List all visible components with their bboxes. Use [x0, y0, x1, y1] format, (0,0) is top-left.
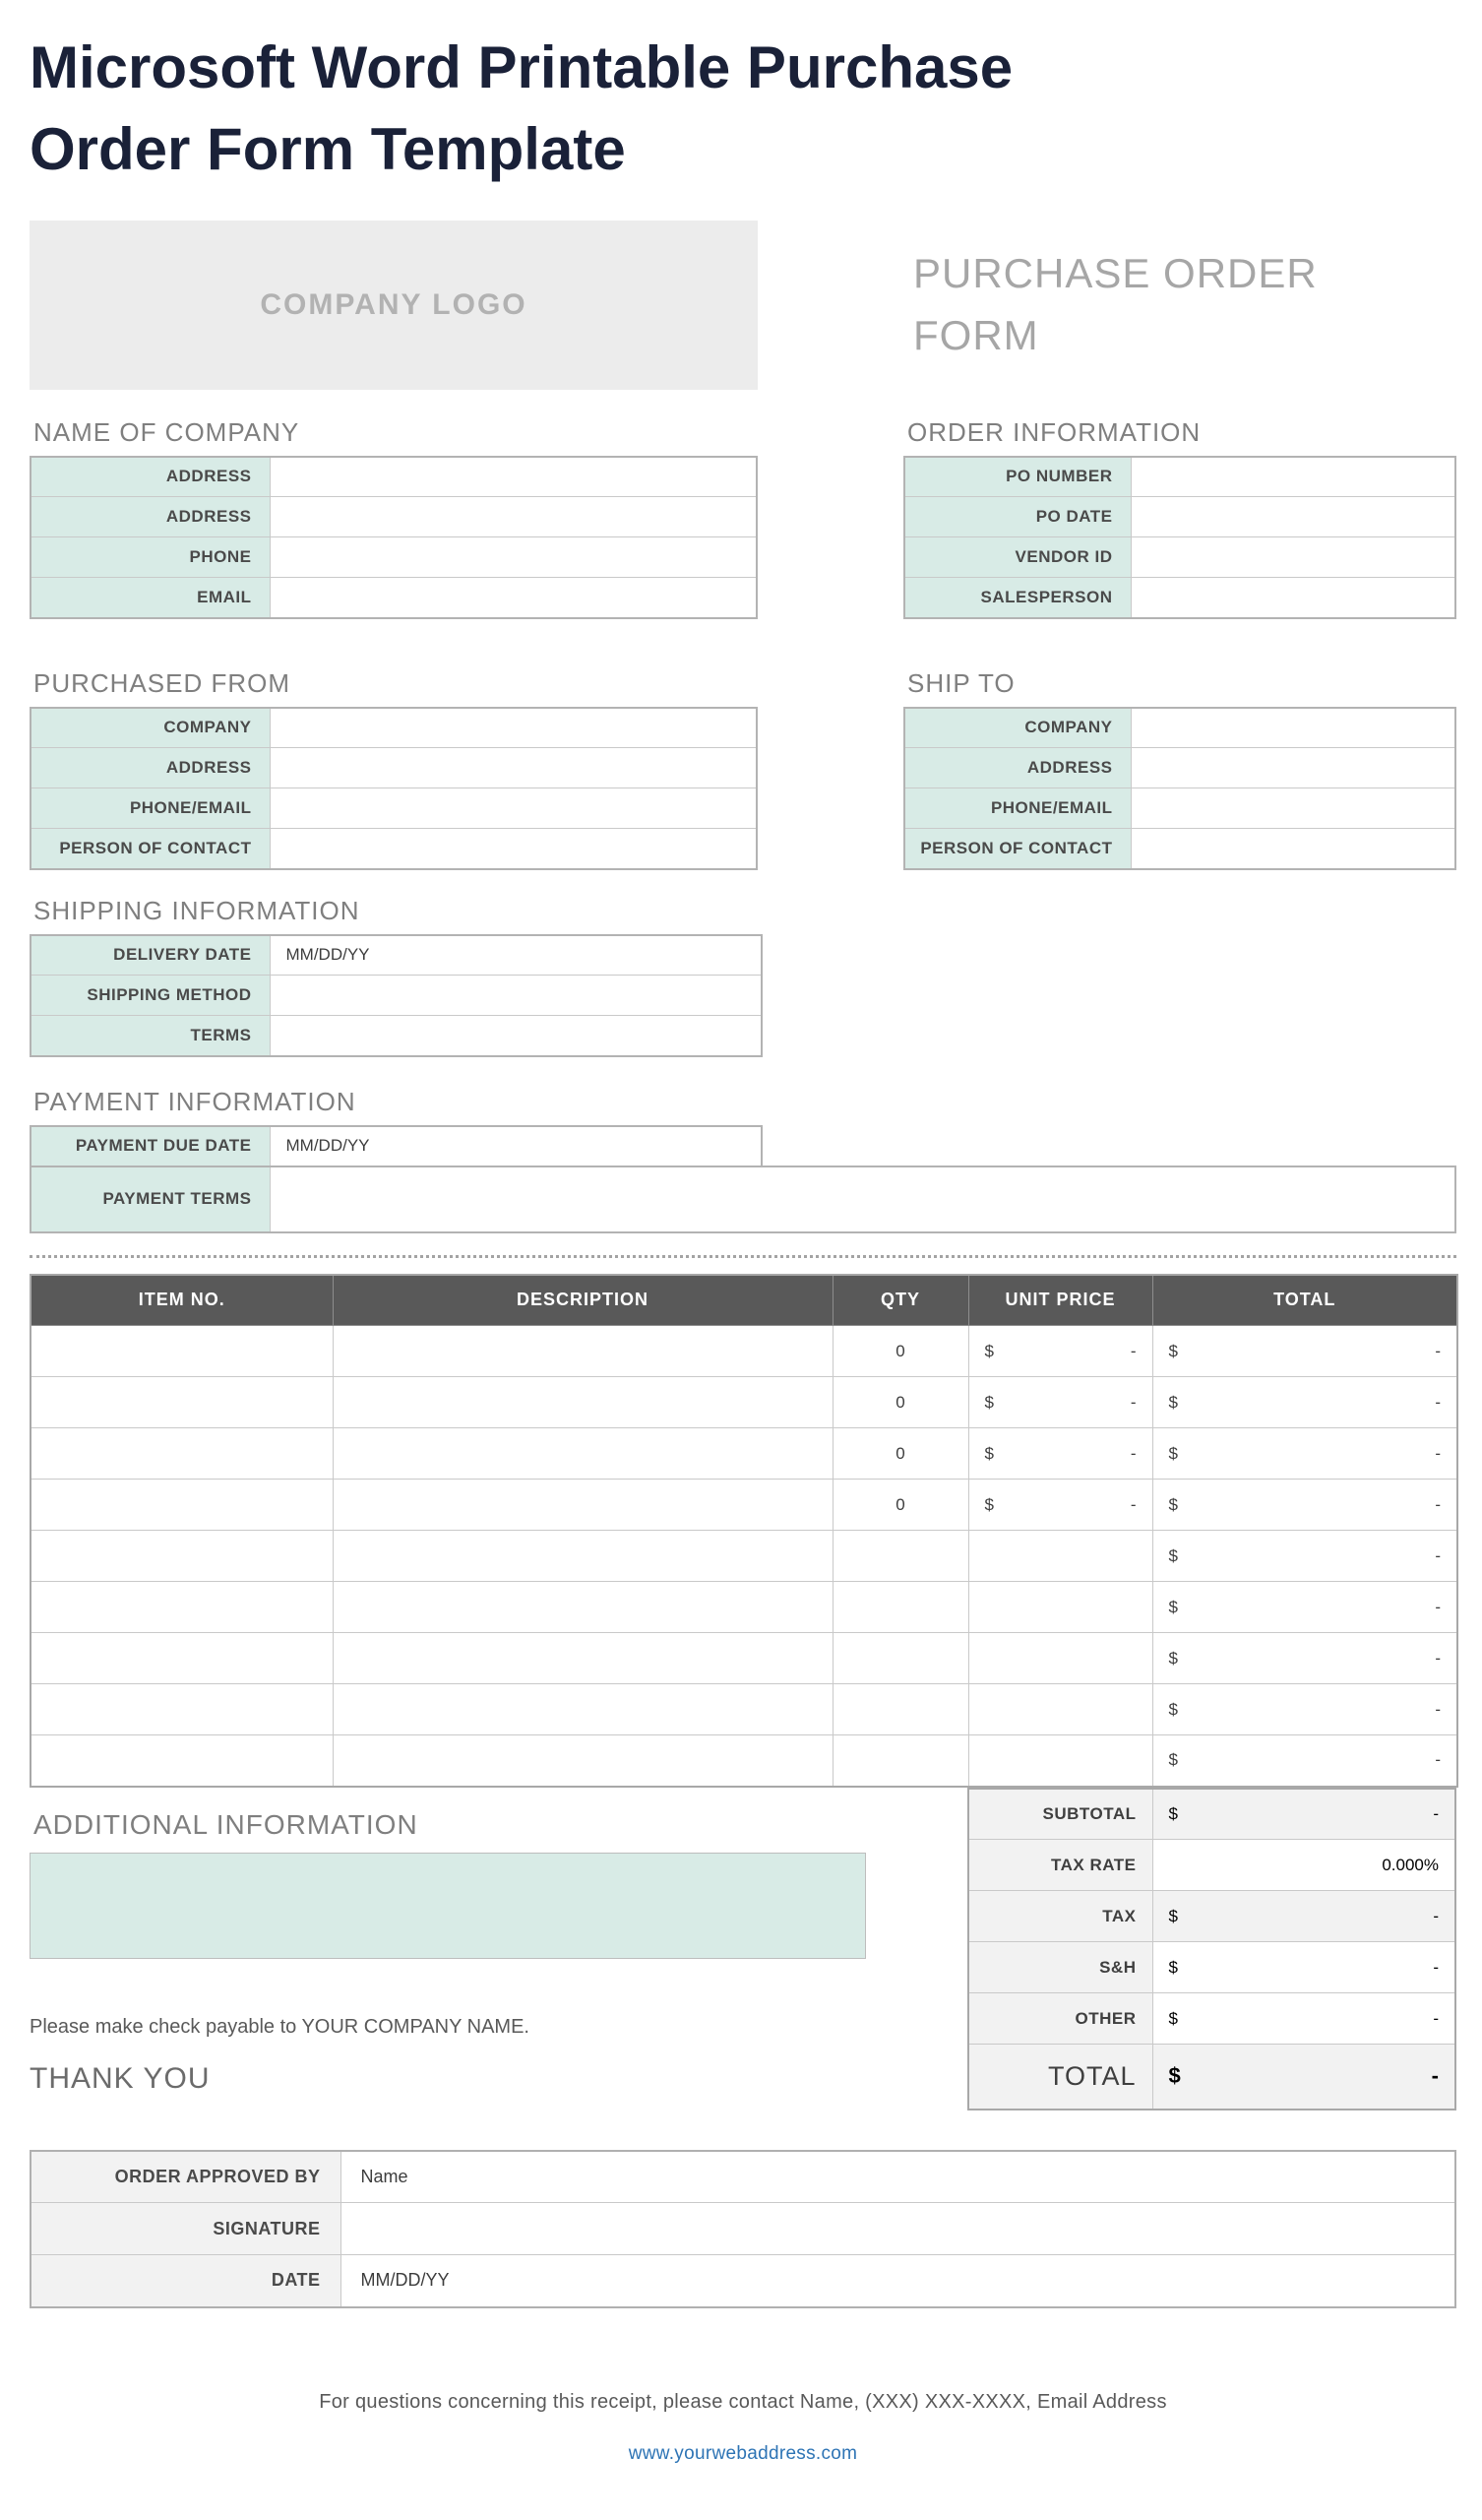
order-approved-by-label: ORDER APPROVED BY	[31, 2151, 340, 2203]
line-total-cell	[1152, 1531, 1457, 1582]
item-row	[31, 1735, 1457, 1787]
subtotal-label: SUBTOTAL	[968, 1789, 1152, 1840]
approval-table	[30, 2150, 1456, 2308]
qty-cell[interactable]	[833, 1684, 968, 1735]
payment-due-date-table	[30, 1125, 763, 1167]
item-no-cell[interactable]	[31, 1428, 333, 1480]
table-row	[31, 788, 757, 829]
ship-to-heading: SHIP TO	[907, 667, 1016, 698]
field-label: PHONE/EMAIL	[904, 788, 1131, 829]
other-value[interactable]	[1152, 1993, 1455, 2045]
table-row	[31, 1166, 1455, 1232]
table-row	[904, 578, 1455, 618]
unit-price-amount: -	[1130, 1443, 1137, 1463]
field-label: COMPANY	[904, 708, 1131, 748]
table-row	[904, 497, 1455, 537]
address1-field[interactable]	[270, 457, 757, 497]
phone-field[interactable]	[270, 537, 757, 578]
section-name-of-company	[30, 417, 758, 619]
unit-price-cell[interactable]	[968, 1684, 1152, 1735]
unit-price-cell[interactable]	[968, 1735, 1152, 1787]
check-payable-note: Please make check payable to YOUR COMPANY NAME.	[30, 2015, 529, 2038]
tax-value	[1152, 1891, 1455, 1942]
section-payment-information	[30, 1087, 1456, 1233]
delivery-date-field[interactable]: MM/DD/YY	[270, 935, 762, 976]
currency-symbol: $	[1168, 1341, 1178, 1360]
po-number-field[interactable]	[1131, 457, 1455, 497]
po-date-field[interactable]	[1131, 497, 1455, 537]
field-label: ADDRESS	[31, 457, 270, 497]
form-title-line2: FORM	[913, 311, 1039, 358]
description-cell[interactable]	[333, 1684, 833, 1735]
ship-to-table	[903, 707, 1456, 870]
order-information-heading: ORDER INFORMATION	[907, 416, 1202, 447]
items-table	[30, 1274, 1458, 1788]
terms-field[interactable]	[270, 1016, 762, 1056]
item-no-cell[interactable]	[31, 1735, 333, 1787]
item-no-cell[interactable]	[31, 1377, 333, 1428]
item-row	[31, 1531, 1457, 1582]
table-row	[31, 497, 757, 537]
section-shipping-information	[30, 896, 763, 1057]
unit-price-amount: -	[1130, 1341, 1137, 1360]
tax-rate-row	[968, 1840, 1455, 1891]
field-label: PERSON OF CONTACT	[904, 829, 1131, 869]
grand-total-row	[968, 2045, 1455, 2110]
table-row	[31, 578, 757, 618]
item-row	[31, 1633, 1457, 1684]
totals-table	[967, 1788, 1456, 2110]
qty-cell[interactable]: 0	[833, 1480, 968, 1531]
unit-price-cell[interactable]	[968, 1480, 1152, 1531]
line-total-amount: -	[1435, 1443, 1441, 1463]
line-total-cell	[1152, 1633, 1457, 1684]
table-row	[31, 2151, 1455, 2203]
item-row	[31, 1377, 1457, 1428]
section-order-information	[903, 417, 1456, 619]
footer-contact-line: For questions concerning this receipt, please contact Name, (XXX) XXX-XXXX, Email Address	[319, 2390, 1167, 2413]
subtotal-amount: -	[1433, 1803, 1439, 1823]
line-total-amount: -	[1435, 1494, 1441, 1514]
currency-symbol: $	[984, 1494, 994, 1514]
description-cell[interactable]	[333, 1735, 833, 1787]
currency-symbol: $	[984, 1392, 994, 1412]
currency-symbol: $	[1168, 1803, 1178, 1823]
item-row	[31, 1480, 1457, 1531]
line-total-amount: -	[1435, 1341, 1441, 1360]
name-of-company-table	[30, 456, 758, 619]
currency-symbol: $	[984, 1443, 994, 1463]
description-cell[interactable]	[333, 1377, 833, 1428]
vendor-id-field[interactable]	[1131, 537, 1455, 578]
grand-total-value	[1152, 2045, 1455, 2110]
line-total-amount: -	[1435, 1750, 1441, 1770]
unit-price-cell[interactable]	[968, 1428, 1152, 1480]
item-no-cell[interactable]	[31, 1480, 333, 1531]
line-total-amount: -	[1435, 1392, 1441, 1412]
sh-amount: -	[1433, 1957, 1439, 1977]
date-field[interactable]: MM/DD/YY	[340, 2255, 1455, 2307]
field-label: PHONE	[31, 537, 270, 578]
sh-value[interactable]	[1152, 1942, 1455, 1993]
line-total-amount: -	[1435, 1699, 1441, 1719]
tax-rate-label: TAX RATE	[968, 1840, 1152, 1891]
signature-label: SIGNATURE	[31, 2203, 340, 2255]
unit-price-amount: -	[1130, 1494, 1137, 1514]
table-row	[904, 537, 1455, 578]
qty-cell[interactable]: 0	[833, 1326, 968, 1377]
table-row	[904, 457, 1455, 497]
payment-information-heading: PAYMENT INFORMATION	[33, 1086, 356, 1116]
company-logo-text: COMPANY LOGO	[260, 287, 527, 321]
table-row	[31, 1126, 762, 1166]
shipping-information-table	[30, 934, 763, 1057]
items-header-row	[31, 1275, 1457, 1326]
field-label: PERSON OF CONTACT	[31, 829, 270, 869]
pf-company-field[interactable]	[270, 708, 757, 748]
section-row-2	[30, 668, 1456, 870]
table-row	[904, 829, 1455, 869]
st-phone-email-field[interactable]	[1131, 788, 1455, 829]
currency-symbol: $	[1168, 1648, 1178, 1668]
column-header-qty: QTY	[833, 1275, 968, 1326]
st-company-field[interactable]	[1131, 708, 1455, 748]
item-no-cell[interactable]	[31, 1326, 333, 1377]
table-row	[31, 1016, 762, 1056]
other-row	[968, 1993, 1455, 2045]
unit-price-cell[interactable]	[968, 1633, 1152, 1684]
field-label: TERMS	[31, 1016, 270, 1056]
unit-price-cell[interactable]	[968, 1531, 1152, 1582]
table-row	[31, 457, 757, 497]
unit-price-cell[interactable]	[968, 1377, 1152, 1428]
pf-address-field[interactable]	[270, 748, 757, 788]
table-row	[31, 2255, 1455, 2307]
subtotal-value	[1152, 1789, 1455, 1840]
field-label: ADDRESS	[904, 748, 1131, 788]
payment-terms-field[interactable]	[270, 1166, 1455, 1232]
subtotal-row	[968, 1789, 1455, 1840]
field-label: PAYMENT DUE DATE	[31, 1126, 270, 1166]
other-label: OTHER	[968, 1993, 1152, 2045]
tax-amount: -	[1433, 1906, 1439, 1925]
table-row	[31, 537, 757, 578]
unit-price-amount: -	[1130, 1392, 1137, 1412]
unit-price-cell[interactable]	[968, 1326, 1152, 1377]
footer-link-wrap	[30, 2443, 1456, 2465]
item-row	[31, 1684, 1457, 1735]
purchased-from-heading: PURCHASED FROM	[33, 667, 291, 698]
website-link[interactable]: www.yourwebaddress.com	[628, 2442, 858, 2464]
table-row	[31, 708, 757, 748]
pf-phone-email-field[interactable]	[270, 788, 757, 829]
payment-terms-table	[30, 1166, 1456, 1233]
item-no-cell[interactable]	[31, 1582, 333, 1633]
description-cell[interactable]	[333, 1633, 833, 1684]
name-of-company-heading: NAME OF COMPANY	[33, 416, 300, 447]
field-label: EMAIL	[31, 578, 270, 618]
payment-due-date-field[interactable]: MM/DD/YY	[270, 1126, 762, 1166]
section-ship-to	[903, 668, 1456, 870]
table-row	[904, 708, 1455, 748]
unit-price-cell[interactable]	[968, 1582, 1152, 1633]
date-label: DATE	[31, 2255, 340, 2307]
line-total-cell	[1152, 1480, 1457, 1531]
line-total-cell	[1152, 1735, 1457, 1787]
currency-symbol: $	[1168, 1494, 1178, 1514]
table-row	[31, 748, 757, 788]
salesperson-field[interactable]	[1131, 578, 1455, 618]
shipping-information-heading: SHIPPING INFORMATION	[33, 895, 360, 925]
item-no-cell[interactable]	[31, 1531, 333, 1582]
description-cell[interactable]	[333, 1582, 833, 1633]
item-row	[31, 1326, 1457, 1377]
field-label: SALESPERSON	[904, 578, 1131, 618]
email-field[interactable]	[270, 578, 757, 618]
item-row	[31, 1428, 1457, 1480]
column-header-total: TOTAL	[1152, 1275, 1457, 1326]
table-row	[31, 976, 762, 1016]
description-cell[interactable]	[333, 1326, 833, 1377]
field-label: ADDRESS	[31, 748, 270, 788]
item-row	[31, 1582, 1457, 1633]
section-purchased-from	[30, 668, 758, 870]
description-cell[interactable]	[333, 1480, 833, 1531]
field-label: ADDRESS	[31, 497, 270, 537]
thank-you-text: THANK YOU	[30, 2061, 211, 2095]
field-label: DELIVERY DATE	[31, 935, 270, 976]
currency-symbol: $	[1168, 2008, 1178, 2028]
currency-symbol: $	[1168, 1699, 1178, 1719]
sh-label: S&H	[968, 1942, 1152, 1993]
line-total-cell	[1152, 1428, 1457, 1480]
qty-cell[interactable]	[833, 1531, 968, 1582]
additional-information-heading: ADDITIONAL INFORMATION	[33, 1808, 418, 1840]
address2-field[interactable]	[270, 497, 757, 537]
purchased-from-table	[30, 707, 758, 870]
qty-cell[interactable]	[833, 1735, 968, 1787]
table-row	[904, 748, 1455, 788]
order-information-table	[903, 456, 1456, 619]
description-cell[interactable]	[333, 1531, 833, 1582]
currency-symbol: $	[1168, 1957, 1178, 1977]
pf-contact-field[interactable]	[270, 829, 757, 869]
line-total-cell	[1152, 1326, 1457, 1377]
signature-field[interactable]	[340, 2203, 1455, 2255]
item-no-cell[interactable]	[31, 1684, 333, 1735]
field-label: PO DATE	[904, 497, 1131, 537]
currency-symbol: $	[984, 1341, 994, 1360]
section-row-1	[30, 417, 1456, 619]
line-total-amount: -	[1435, 1597, 1441, 1616]
field-label: PAYMENT TERMS	[31, 1166, 270, 1232]
column-header-unit-price: UNIT PRICE	[968, 1275, 1152, 1326]
form-title	[913, 220, 1456, 390]
order-approved-by-field[interactable]: Name	[340, 2151, 1455, 2203]
table-row	[904, 788, 1455, 829]
currency-symbol: $	[1168, 1750, 1178, 1770]
tax-rate-value[interactable]: 0.000%	[1152, 1840, 1455, 1891]
qty-cell[interactable]	[833, 1633, 968, 1684]
line-total-cell	[1152, 1377, 1457, 1428]
column-header-description: DESCRIPTION	[333, 1275, 833, 1326]
tax-label: TAX	[968, 1891, 1152, 1942]
sh-row	[968, 1942, 1455, 1993]
field-label: PHONE/EMAIL	[31, 788, 270, 829]
field-label: COMPANY	[31, 708, 270, 748]
description-cell[interactable]	[333, 1428, 833, 1480]
currency-symbol: $	[1168, 2063, 1181, 2089]
item-no-cell[interactable]	[31, 1633, 333, 1684]
st-contact-field[interactable]	[1131, 829, 1455, 869]
qty-cell[interactable]	[833, 1582, 968, 1633]
currency-symbol: $	[1168, 1597, 1178, 1616]
other-amount: -	[1433, 2008, 1439, 2028]
currency-symbol: $	[1168, 1392, 1178, 1412]
field-label: VENDOR ID	[904, 537, 1131, 578]
qty-cell[interactable]: 0	[833, 1428, 968, 1480]
company-logo-placeholder	[30, 220, 758, 390]
table-row	[31, 829, 757, 869]
table-row	[31, 2203, 1455, 2255]
table-row	[31, 935, 762, 976]
shipping-method-field[interactable]	[270, 976, 762, 1016]
qty-cell[interactable]: 0	[833, 1377, 968, 1428]
line-total-amount: -	[1435, 1648, 1441, 1668]
line-total-cell	[1152, 1582, 1457, 1633]
below-items-row	[30, 1788, 1456, 2110]
line-total-cell	[1152, 1684, 1457, 1735]
tax-row	[968, 1891, 1455, 1942]
page-title	[30, 28, 1456, 191]
page-title-line2: Order Form Template	[30, 115, 626, 182]
form-title-line1: PURCHASE ORDER	[913, 249, 1318, 296]
field-label: SHIPPING METHOD	[31, 976, 270, 1016]
additional-information-section	[30, 1788, 895, 2110]
currency-symbol: $	[1168, 1443, 1178, 1463]
line-total-amount: -	[1435, 1545, 1441, 1565]
currency-symbol: $	[1168, 1906, 1178, 1925]
st-address-field[interactable]	[1131, 748, 1455, 788]
additional-information-box[interactable]	[30, 1853, 866, 1959]
form-header	[30, 220, 1456, 390]
currency-symbol: $	[1168, 1545, 1178, 1565]
grand-total-label: TOTAL	[968, 2045, 1152, 2110]
dotted-divider	[30, 1255, 1456, 1258]
column-header-item-no: ITEM NO.	[31, 1275, 333, 1326]
field-label: PO NUMBER	[904, 457, 1131, 497]
page-title-line1: Microsoft Word Printable Purchase	[30, 34, 1014, 100]
grand-total-amount: -	[1431, 2063, 1439, 2089]
